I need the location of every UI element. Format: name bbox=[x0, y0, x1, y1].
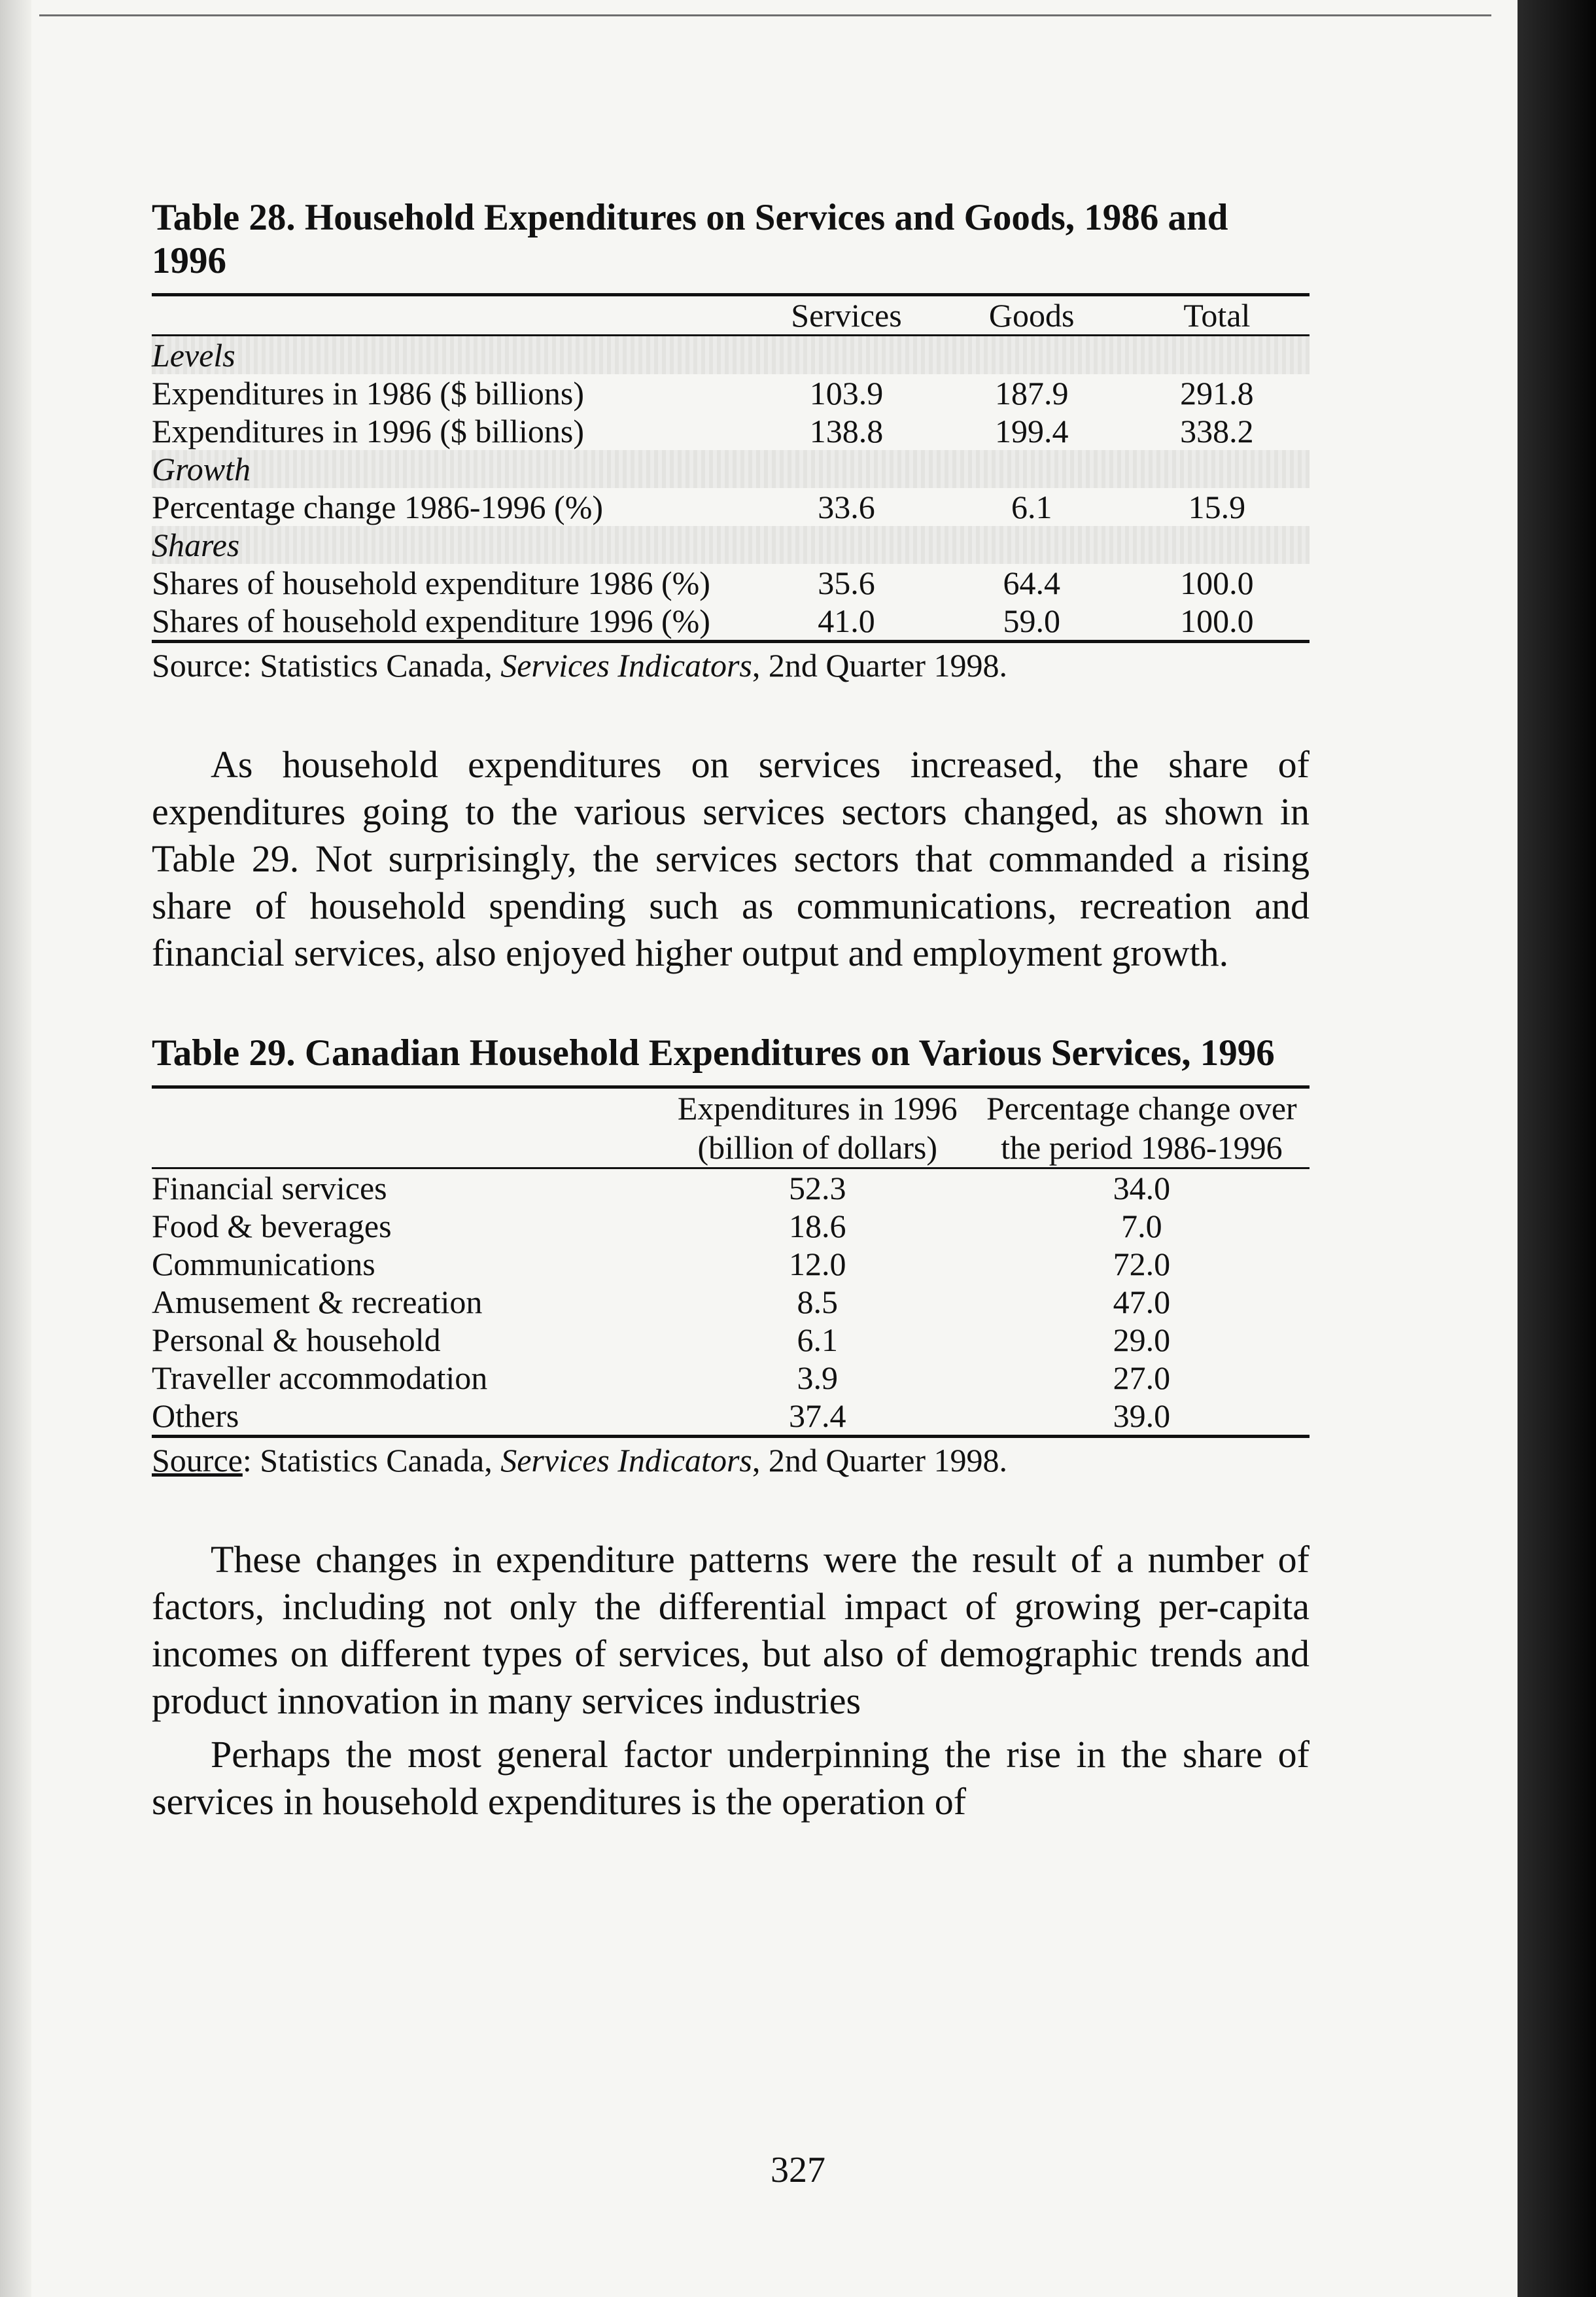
table-29-bottom-rule bbox=[152, 1435, 1310, 1438]
column-header-expenditures: Expenditures in 1996 (billion of dollars) bbox=[677, 1090, 958, 1166]
table-28-bottom-rule bbox=[152, 640, 1310, 643]
row-label: Communications bbox=[152, 1246, 375, 1282]
row-label: Shares of household expenditure 1996 (%) bbox=[152, 603, 710, 639]
table-29-header-row bbox=[152, 1089, 1310, 1167]
table-row bbox=[152, 1169, 1310, 1207]
cell-value: 100.0 bbox=[1180, 565, 1254, 601]
column-header-goods: Goods bbox=[988, 297, 1075, 334]
table-29-source: Source: Statistics Canada, Services Indicators, 2nd Quarter 1998. bbox=[152, 1442, 1008, 1479]
cell-value: 15.9 bbox=[1188, 489, 1246, 525]
cell-value: 27.0 bbox=[1113, 1359, 1171, 1396]
row-label: Food & beverages bbox=[152, 1208, 392, 1244]
cell-value: 35.6 bbox=[818, 565, 875, 601]
cell-value: 37.4 bbox=[788, 1397, 846, 1434]
cell-value: 6.1 bbox=[797, 1322, 838, 1358]
cell-value: 12.0 bbox=[788, 1246, 846, 1282]
cell-value: 6.1 bbox=[1011, 489, 1052, 525]
cell-value: 3.9 bbox=[797, 1359, 838, 1396]
row-label: Others bbox=[152, 1397, 239, 1434]
cell-value: 39.0 bbox=[1113, 1397, 1171, 1434]
cell-value: 199.4 bbox=[994, 413, 1069, 449]
row-label: Expenditures in 1996 ($ billions) bbox=[152, 413, 585, 449]
section-shares: Shares bbox=[152, 526, 1310, 564]
cell-value: 8.5 bbox=[797, 1284, 838, 1320]
paragraph-2: These changes in expenditure patterns were the result of a number of factors, including not only the differential impact of growing per-capita incomes on different types of services, but also of demographic trends and product innovation in many services industries bbox=[152, 1538, 1310, 1722]
cell-value: 103.9 bbox=[809, 375, 884, 412]
table-29-title: Table 29. Canadian Household Expenditures on Various Services, 1996 bbox=[152, 1032, 1275, 1074]
cell-value: 291.8 bbox=[1180, 375, 1254, 412]
row-label: Percentage change 1986-1996 (%) bbox=[152, 489, 603, 525]
table-row bbox=[152, 1207, 1310, 1245]
cell-value: 33.6 bbox=[818, 489, 875, 525]
row-label: Traveller accommodation bbox=[152, 1359, 488, 1396]
section-growth: Growth bbox=[152, 450, 1310, 488]
scanner-dark-edge bbox=[1518, 0, 1596, 2297]
table-row bbox=[152, 488, 1310, 526]
table-row bbox=[152, 374, 1310, 412]
row-label: Personal & household bbox=[152, 1322, 441, 1358]
cell-value: 64.4 bbox=[1003, 565, 1060, 601]
cell-value: 187.9 bbox=[994, 375, 1069, 412]
row-label: Amusement & recreation bbox=[152, 1284, 483, 1320]
table-row bbox=[152, 1283, 1310, 1321]
table-row bbox=[152, 1321, 1310, 1359]
cell-value: 7.0 bbox=[1121, 1208, 1162, 1244]
cell-value: 338.2 bbox=[1180, 413, 1254, 449]
top-border-line bbox=[39, 14, 1491, 16]
paragraph-3: Perhaps the most general factor underpinning the rise in the share of services in household expenditures is the operation of bbox=[152, 1733, 1310, 1823]
section-levels: Levels bbox=[152, 336, 1310, 374]
row-label: Shares of household expenditure 1986 (%) bbox=[152, 565, 710, 601]
cell-value: 18.6 bbox=[788, 1208, 846, 1244]
row-label: Financial services bbox=[152, 1170, 387, 1206]
cell-value: 47.0 bbox=[1113, 1284, 1171, 1320]
table-row bbox=[152, 1397, 1310, 1435]
table-row bbox=[152, 1359, 1310, 1397]
row-label: Expenditures in 1986 ($ billions) bbox=[152, 375, 585, 412]
cell-value: 52.3 bbox=[788, 1170, 846, 1206]
column-header-total: Total bbox=[1183, 297, 1251, 334]
table-28-source: Source: Statistics Canada, Services Indicators, 2nd Quarter 1998. bbox=[152, 647, 1008, 684]
table-28-header-row bbox=[152, 296, 1310, 334]
table-row bbox=[152, 564, 1310, 602]
cell-value: 34.0 bbox=[1113, 1170, 1171, 1206]
cell-value: 138.8 bbox=[809, 413, 884, 449]
cell-value: 59.0 bbox=[1003, 603, 1060, 639]
table-row bbox=[152, 412, 1310, 450]
cell-value: 72.0 bbox=[1113, 1246, 1171, 1282]
table-row bbox=[152, 602, 1310, 640]
page-number: 327 bbox=[771, 2150, 825, 2190]
cell-value: 29.0 bbox=[1113, 1322, 1171, 1358]
table-28 bbox=[152, 296, 1310, 640]
table-row bbox=[152, 1245, 1310, 1283]
cell-value: 41.0 bbox=[818, 603, 875, 639]
paragraph-1: As household expenditures on services increased, the share of expenditures going to the various services sectors changed, as shown in Table 29. Not surprisingly, the services sectors that commanded a rising share of household spending such as communications, recreation and financial services, also enjoyed higher output and employment growth. bbox=[152, 743, 1310, 974]
column-header-percentage-change: Percentage change over the period 1986-1996 bbox=[986, 1090, 1297, 1166]
page-content bbox=[152, 196, 1310, 1825]
binding-edge bbox=[0, 0, 33, 2297]
table-29 bbox=[152, 1089, 1310, 1435]
cell-value: 100.0 bbox=[1180, 603, 1254, 639]
column-header-services: Services bbox=[791, 297, 902, 334]
table-28-title: Table 28. Household Expenditures on Services and Goods, 1986 and 1996 bbox=[152, 197, 1228, 281]
